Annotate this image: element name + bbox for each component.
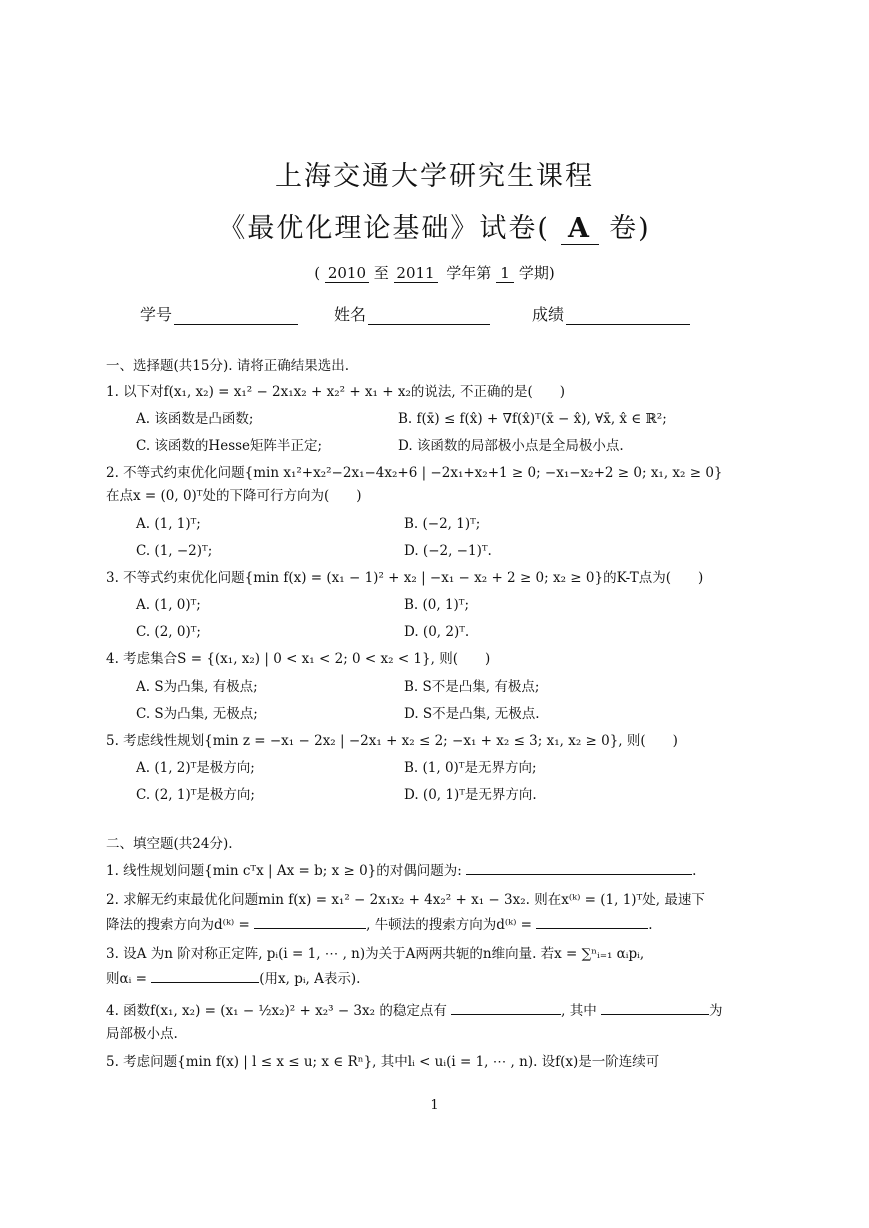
- term-open: (: [314, 264, 321, 282]
- s1-q4-option-b: B. S不是凸集, 有极点;: [404, 679, 540, 695]
- s2-q1-blank[interactable]: [466, 860, 692, 875]
- s2-q4-text: 4. 函数f(x₁, x₂) = (x₁ − ½x₂)² + x₂³ − 3x₂ 的稳定点有: [106, 1003, 447, 1019]
- s1-q4-option-a: A. S为凸集, 有极点;: [136, 679, 258, 695]
- to-word: 至: [373, 264, 389, 282]
- s2-q5-line1: 5. 考虑问题{min f(x) | l ≤ x ≤ u; x ∈ Rⁿ}, 其中lᵢ < uᵢ(i = 1, ⋯ , n). 设f(x)是一阶连续可: [106, 1054, 660, 1070]
- name-field[interactable]: [334, 302, 490, 325]
- name-label: 姓名: [334, 305, 367, 324]
- term-line: [0, 262, 869, 283]
- student-id-field[interactable]: [140, 302, 298, 325]
- section2-heading: 二、填空题(共24分).: [106, 836, 233, 852]
- s1-q5-option-c: C. (2, 1)ᵀ是极方向;: [136, 787, 255, 803]
- s2-q2-steepest-label: 降法的搜索方向为d⁽ᵏ⁾ =: [106, 917, 250, 933]
- s2-q3-alpha-label: 则αᵢ =: [106, 971, 147, 987]
- s1-q3-option-a: A. (1, 0)ᵀ;: [136, 597, 201, 613]
- s2-q2-line2: [106, 914, 653, 935]
- year-word: 学年第: [446, 264, 492, 282]
- s2-q2-newton-label: , 牛顿法的搜索方向为d⁽ᵏ⁾ =: [366, 917, 532, 933]
- s1-q3-option-d: D. (0, 2)ᵀ.: [404, 624, 470, 640]
- s1-q2-option-d: D. (−2, −1)ᵀ.: [404, 543, 492, 559]
- s2-q1-text: 1. 线性规划问题{min cᵀx | Ax = b; x ≥ 0}的对偶问题为:: [106, 863, 462, 879]
- s1-q1-option-d: D. 该函数的局部极小点是全局极小点.: [398, 438, 624, 454]
- score-field[interactable]: [532, 302, 690, 325]
- s1-q5-stem: 5. 考虑线性规划{min z = −x₁ − 2x₂ | −2x₁ + x₂ ≤ 2; −x₁ + x₂ ≤ 3; x₁, x₂ ≥ 0}, 则( ): [106, 733, 678, 749]
- year-from: 2010: [325, 264, 369, 283]
- s2-q4-line2: 局部极小点.: [106, 1026, 178, 1042]
- s2-q3-hint: (用x, pᵢ, A表示).: [259, 971, 361, 987]
- s2-q2-end: .: [648, 917, 653, 933]
- s1-q1-option-c: C. 该函数的Hesse矩阵半正定;: [136, 438, 323, 454]
- s2-q4-wei: 为: [709, 1003, 723, 1019]
- s1-q4-option-c: C. S为凸集, 无极点;: [136, 706, 258, 722]
- page-number: 1: [430, 1098, 439, 1113]
- s2-q3-blank[interactable]: [151, 968, 259, 983]
- s1-q1-option-a: A. 该函数是凸函数;: [136, 411, 254, 427]
- score-label: 成绩: [532, 305, 565, 324]
- s1-q2-stem-line2: 在点x = (0, 0)ᵀ处的下降可行方向为( ): [106, 488, 362, 504]
- s1-q3-option-c: C. (2, 0)ᵀ;: [136, 624, 201, 640]
- s1-q2-option-a: A. (1, 1)ᵀ;: [136, 516, 201, 532]
- s1-q5-option-d: D. (0, 1)ᵀ是无界方向.: [404, 787, 537, 803]
- title-suffix: 卷): [609, 213, 651, 244]
- s1-q2-stem-line1: 2. 不等式约束优化问题{min x₁²+x₂²−2x₁−4x₂+6 | −2x₁+x₂+1 ≥ 0; −x₁−x₂+2 ≥ 0; x₁, x₂ ≥ 0}: [106, 465, 723, 481]
- year-to: 2011: [394, 264, 438, 283]
- name-line[interactable]: [368, 308, 490, 325]
- s2-q4-minimum-blank[interactable]: [601, 1000, 709, 1015]
- s1-q3-option-b: B. (0, 1)ᵀ;: [404, 597, 470, 613]
- s2-q3-line2: [106, 968, 360, 989]
- s1-q5-option-b: B. (1, 0)ᵀ是无界方向;: [404, 760, 537, 776]
- section1-heading: 一、选择题(共15分). 请将正确结果选出.: [106, 358, 350, 374]
- s1-q2-option-b: B. (−2, 1)ᵀ;: [404, 516, 481, 532]
- s1-q4-option-d: D. S不是凸集, 无极点.: [404, 706, 540, 722]
- s2-q2-line1: 2. 求解无约束最优化问题min f(x) = x₁² − 2x₁x₂ + 4x₂² + x₁ − 3x₂. 则在x⁽ᵏ⁾ = (1, 1)ᵀ处, 最速下: [106, 892, 705, 908]
- paper-type: A: [561, 213, 599, 245]
- s1-q4-stem: 4. 考虑集合S = {(x₁, x₂) | 0 < x₁ < 2; 0 < x₂ < 1}, 则( ): [106, 651, 491, 667]
- s1-q2-option-c: C. (1, −2)ᵀ;: [136, 543, 213, 559]
- exam-title-line1: 上海交通大学研究生课程: [275, 161, 594, 192]
- term-close: 学期): [518, 264, 555, 282]
- student-id-line[interactable]: [174, 308, 298, 325]
- s2-q1-end: .: [692, 863, 697, 879]
- term-number: 1: [496, 264, 514, 283]
- score-line[interactable]: [566, 308, 690, 325]
- s2-q2-newton-blank[interactable]: [536, 914, 648, 929]
- s1-q3-stem: 3. 不等式约束优化问题{min f(x) = (x₁ − 1)² + x₂ | −x₁ − x₂ + 2 ≥ 0; x₂ ≥ 0}的K-T点为( ): [106, 570, 704, 586]
- s1-q5-option-a: A. (1, 2)ᵀ是极方向;: [136, 760, 255, 776]
- exam-title-line2: [0, 206, 869, 245]
- s2-q4-line1: [106, 1000, 723, 1021]
- student-id-label: 学号: [140, 305, 173, 324]
- s2-q3-line1: 3. 设A 为n 阶对称正定阵, pᵢ(i = 1, ⋯ , n)为关于A两两共轭的n维向量. 若x = ∑ⁿᵢ₌₁ αᵢpᵢ,: [106, 946, 645, 962]
- title-prefix: 《最优化理论基础》试卷(: [218, 213, 550, 244]
- s1-q1-stem: 1. 以下对f(x₁, x₂) = x₁² − 2x₁x₂ + x₂² + x₁ + x₂的说法, 不正确的是( ): [106, 384, 565, 400]
- s2-q1: [106, 860, 696, 881]
- s1-q1-option-b: B. f(x̄) ≤ f(x̂) + ∇f(x̂)ᵀ(x̄ − x̂), ∀x̄, x̂ ∈ ℝ²;: [398, 411, 667, 427]
- s2-q4-stationary-blank[interactable]: [451, 1000, 561, 1015]
- s2-q2-steepest-blank[interactable]: [254, 914, 366, 929]
- s2-q4-among: , 其中: [561, 1003, 597, 1019]
